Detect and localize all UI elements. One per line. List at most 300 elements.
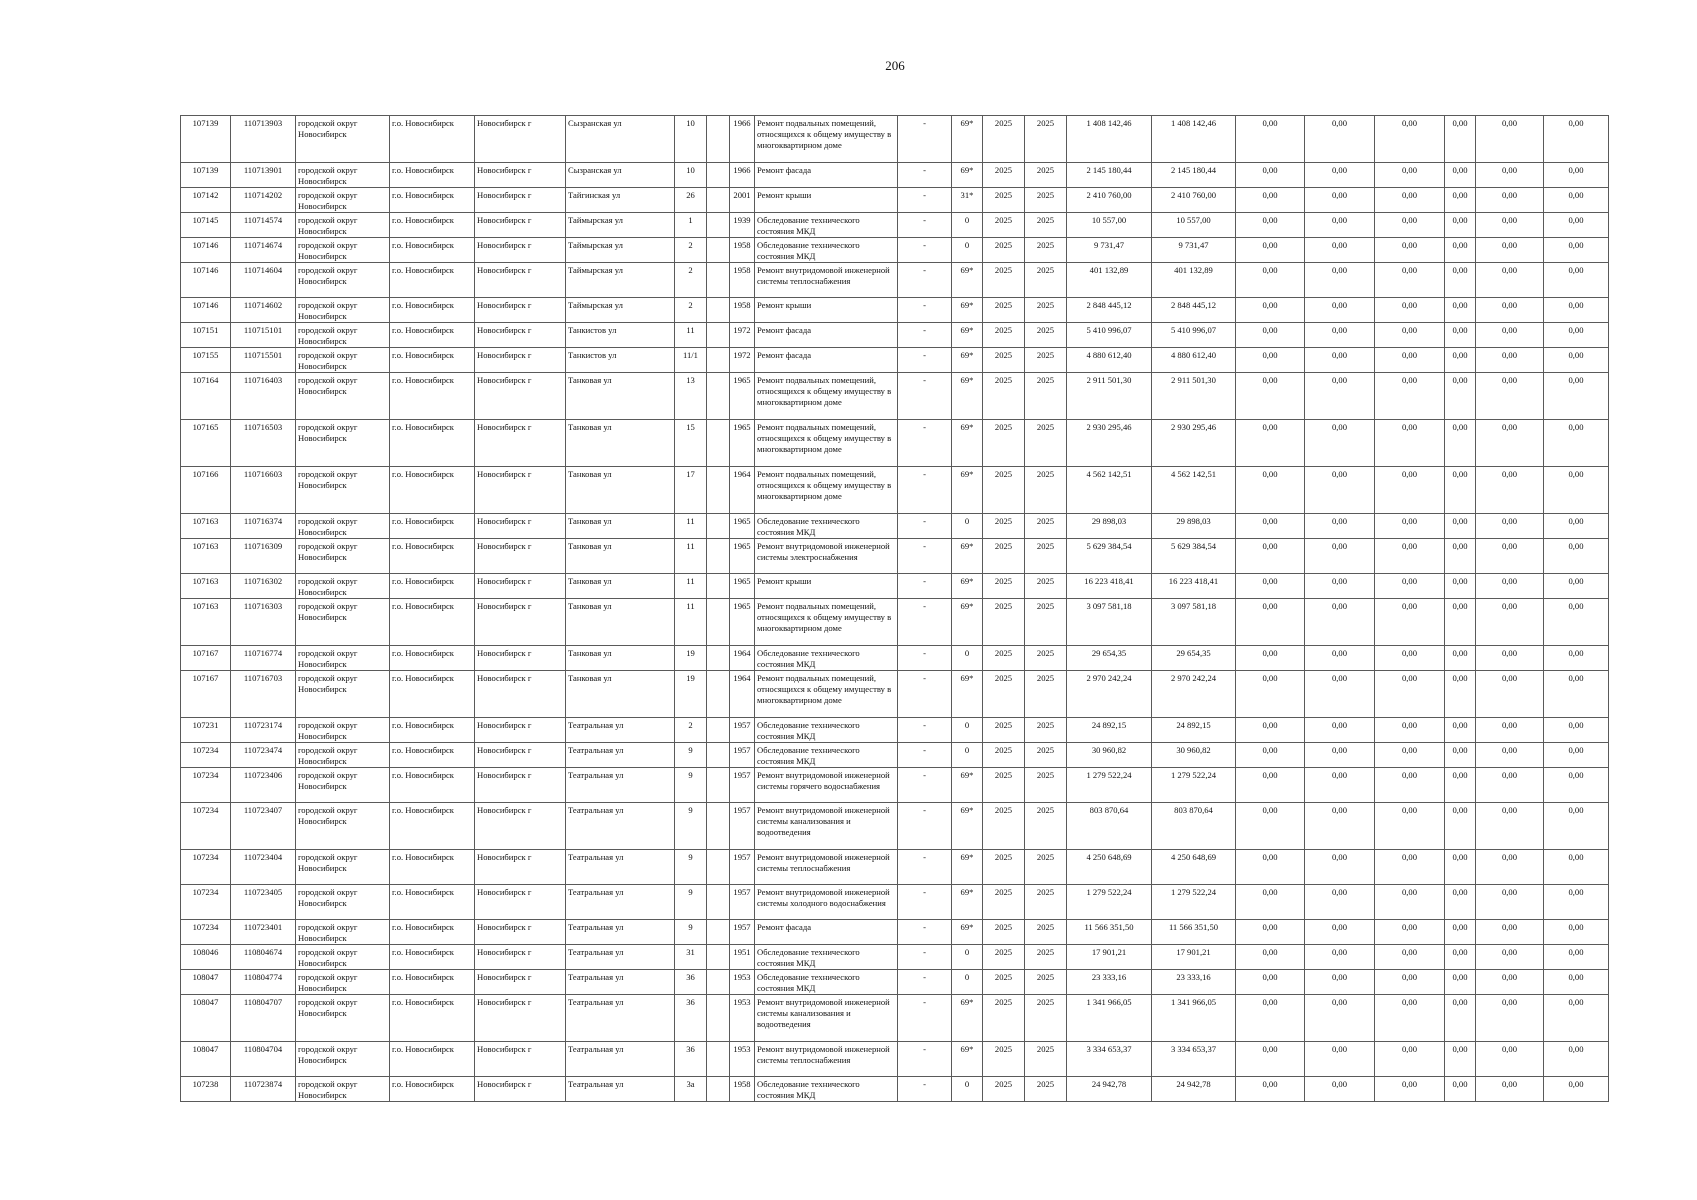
city-cell: Новосибирск г [475,743,566,768]
fund-cost: 9 731,47 [1152,238,1236,263]
work-code: 110714604 [231,263,296,298]
end-year: 2025 [1025,238,1067,263]
fund-cost: 2 970 242,24 [1152,671,1236,718]
amount-5: 0,00 [1476,743,1544,768]
amount-1: 0,00 [1236,671,1305,718]
house-number: 9 [675,803,707,850]
amount-1: 0,00 [1236,116,1305,163]
empty-cell [707,373,730,420]
amount-1: 0,00 [1236,945,1305,970]
amount-1: 0,00 [1236,885,1305,920]
fund-cost: 17 901,21 [1152,945,1236,970]
end-year: 2025 [1025,514,1067,539]
record-id: 107145 [181,213,231,238]
table-row [181,970,1609,995]
district-cell: городской округ Новосибирск [296,116,390,163]
street-cell: Танковая ул [566,420,675,467]
wear-percent: 69* [952,373,983,420]
district-cell: городской округ Новосибирск [296,188,390,213]
end-year: 2025 [1025,671,1067,718]
amount-6: 0,00 [1544,1042,1609,1077]
record-id: 107234 [181,885,231,920]
district-cell: городской округ Новосибирск [296,213,390,238]
city-cell: Новосибирск г [475,298,566,323]
start-year: 2025 [983,514,1025,539]
amount-3: 0,00 [1375,646,1445,671]
city-cell: Новосибирск г [475,574,566,599]
amount-6: 0,00 [1544,539,1609,574]
amount-5: 0,00 [1476,467,1544,514]
dash-cell: - [898,574,952,599]
fund-cost: 29 898,03 [1152,514,1236,539]
amount-3: 0,00 [1375,514,1445,539]
municipality-cell: г.о. Новосибирск [390,323,475,348]
district-cell: городской округ Новосибирск [296,945,390,970]
municipality-cell: г.о. Новосибирск [390,116,475,163]
wear-percent: 69* [952,671,983,718]
amount-1: 0,00 [1236,718,1305,743]
build-year: 1953 [730,970,755,995]
district-cell: городской округ Новосибирск [296,373,390,420]
work-code: 110723401 [231,920,296,945]
build-year: 1965 [730,574,755,599]
total-cost: 2 970 242,24 [1067,671,1152,718]
build-year: 1958 [730,238,755,263]
build-year: 1966 [730,163,755,188]
start-year: 2025 [983,348,1025,373]
city-cell: Новосибирск г [475,718,566,743]
empty-cell [707,920,730,945]
dash-cell: - [898,970,952,995]
amount-4: 0,00 [1445,373,1476,420]
amount-6: 0,00 [1544,348,1609,373]
amount-4: 0,00 [1445,420,1476,467]
end-year: 2025 [1025,1077,1067,1102]
wear-percent: 0 [952,238,983,263]
amount-6: 0,00 [1544,970,1609,995]
amount-5: 0,00 [1476,539,1544,574]
empty-cell [707,599,730,646]
amount-6: 0,00 [1544,646,1609,671]
house-number: 11 [675,323,707,348]
municipality-cell: г.о. Новосибирск [390,213,475,238]
record-id: 107234 [181,920,231,945]
total-cost: 9 731,47 [1067,238,1152,263]
fund-cost: 2 410 760,00 [1152,188,1236,213]
table-row [181,348,1609,373]
empty-cell [707,514,730,539]
house-number: 19 [675,671,707,718]
end-year: 2025 [1025,213,1067,238]
house-number: 11 [675,514,707,539]
fund-cost: 16 223 418,41 [1152,574,1236,599]
house-number: 10 [675,116,707,163]
wear-percent: 69* [952,1042,983,1077]
street-cell: Танковая ул [566,514,675,539]
wear-percent: 69* [952,467,983,514]
amount-3: 0,00 [1375,1042,1445,1077]
end-year: 2025 [1025,1042,1067,1077]
house-number: 15 [675,420,707,467]
street-cell: Танковая ул [566,574,675,599]
amount-5: 0,00 [1476,348,1544,373]
dash-cell: - [898,885,952,920]
city-cell: Новосибирск г [475,238,566,263]
house-number: 11 [675,574,707,599]
amount-4: 0,00 [1445,574,1476,599]
empty-cell [707,1042,730,1077]
work-description: Обследование технического состояния МКД [755,743,898,768]
fund-cost: 29 654,35 [1152,646,1236,671]
dash-cell: - [898,323,952,348]
work-description: Ремонт фасада [755,323,898,348]
district-cell: городской округ Новосибирск [296,718,390,743]
end-year: 2025 [1025,803,1067,850]
fund-cost: 24 942,78 [1152,1077,1236,1102]
table-row [181,188,1609,213]
street-cell: Танкистов ул [566,348,675,373]
build-year: 1957 [730,885,755,920]
amount-2: 0,00 [1305,646,1375,671]
amount-6: 0,00 [1544,188,1609,213]
work-description: Ремонт внутридомовой инженерной системы канализования и водоотведения [755,995,898,1042]
amount-4: 0,00 [1445,945,1476,970]
amount-5: 0,00 [1476,1042,1544,1077]
house-number: 11 [675,599,707,646]
amount-3: 0,00 [1375,116,1445,163]
total-cost: 10 557,00 [1067,213,1152,238]
street-cell: Танковая ул [566,539,675,574]
district-cell: городской округ Новосибирск [296,920,390,945]
amount-6: 0,00 [1544,1077,1609,1102]
municipality-cell: г.о. Новосибирск [390,646,475,671]
empty-cell [707,116,730,163]
amount-4: 0,00 [1445,599,1476,646]
city-cell: Новосибирск г [475,970,566,995]
amount-3: 0,00 [1375,213,1445,238]
start-year: 2025 [983,970,1025,995]
municipality-cell: г.о. Новосибирск [390,995,475,1042]
build-year: 1966 [730,116,755,163]
amount-2: 0,00 [1305,885,1375,920]
start-year: 2025 [983,599,1025,646]
district-cell: городской округ Новосибирск [296,803,390,850]
amount-4: 0,00 [1445,298,1476,323]
amount-3: 0,00 [1375,885,1445,920]
municipality-cell: г.о. Новосибирск [390,671,475,718]
total-cost: 23 333,16 [1067,970,1152,995]
dash-cell: - [898,263,952,298]
amount-5: 0,00 [1476,885,1544,920]
empty-cell [707,213,730,238]
municipality-cell: г.о. Новосибирск [390,514,475,539]
table-row [181,995,1609,1042]
house-number: 19 [675,646,707,671]
district-cell: городской округ Новосибирск [296,671,390,718]
end-year: 2025 [1025,743,1067,768]
amount-5: 0,00 [1476,646,1544,671]
amount-4: 0,00 [1445,348,1476,373]
amount-2: 0,00 [1305,298,1375,323]
empty-cell [707,163,730,188]
amount-1: 0,00 [1236,599,1305,646]
empty-cell [707,1077,730,1102]
build-year: 1964 [730,646,755,671]
build-year: 1964 [730,671,755,718]
amount-4: 0,00 [1445,188,1476,213]
amount-4: 0,00 [1445,539,1476,574]
wear-percent: 69* [952,298,983,323]
work-description: Ремонт фасада [755,163,898,188]
record-id: 108047 [181,1042,231,1077]
amount-1: 0,00 [1236,803,1305,850]
table-row [181,373,1609,420]
street-cell: Тайгинская ул [566,188,675,213]
work-description: Ремонт крыши [755,298,898,323]
amount-1: 0,00 [1236,574,1305,599]
record-id: 107231 [181,718,231,743]
amount-4: 0,00 [1445,671,1476,718]
record-id: 107151 [181,323,231,348]
dash-cell: - [898,420,952,467]
amount-6: 0,00 [1544,945,1609,970]
district-cell: городской округ Новосибирск [296,539,390,574]
build-year: 1965 [730,420,755,467]
work-code: 110714202 [231,188,296,213]
amount-3: 0,00 [1375,743,1445,768]
amount-3: 0,00 [1375,945,1445,970]
street-cell: Танковая ул [566,671,675,718]
work-description: Обследование технического состояния МКД [755,1077,898,1102]
record-id: 108047 [181,995,231,1042]
empty-cell [707,323,730,348]
fund-cost: 5 629 384,54 [1152,539,1236,574]
house-number: 31 [675,945,707,970]
amount-5: 0,00 [1476,850,1544,885]
total-cost: 1 279 522,24 [1067,885,1152,920]
street-cell: Театральная ул [566,850,675,885]
record-id: 107163 [181,574,231,599]
amount-1: 0,00 [1236,238,1305,263]
repair-program-table [180,115,1609,1102]
amount-5: 0,00 [1476,163,1544,188]
amount-4: 0,00 [1445,743,1476,768]
work-code: 110804774 [231,970,296,995]
table-row [181,920,1609,945]
wear-percent: 0 [952,970,983,995]
amount-2: 0,00 [1305,718,1375,743]
build-year: 1957 [730,768,755,803]
amount-5: 0,00 [1476,298,1544,323]
amount-5: 0,00 [1476,238,1544,263]
amount-2: 0,00 [1305,743,1375,768]
street-cell: Танковая ул [566,599,675,646]
end-year: 2025 [1025,646,1067,671]
amount-4: 0,00 [1445,850,1476,885]
district-cell: городской округ Новосибирск [296,1077,390,1102]
build-year: 1939 [730,213,755,238]
work-code: 110714602 [231,298,296,323]
amount-2: 0,00 [1305,850,1375,885]
start-year: 2025 [983,373,1025,420]
house-number: 2 [675,718,707,743]
record-id: 108047 [181,970,231,995]
dash-cell: - [898,373,952,420]
amount-4: 0,00 [1445,970,1476,995]
amount-3: 0,00 [1375,599,1445,646]
record-id: 107234 [181,743,231,768]
amount-1: 0,00 [1236,1042,1305,1077]
city-cell: Новосибирск г [475,1042,566,1077]
city-cell: Новосибирск г [475,514,566,539]
house-number: 1 [675,213,707,238]
district-cell: городской округ Новосибирск [296,467,390,514]
fund-cost: 5 410 996,07 [1152,323,1236,348]
dash-cell: - [898,995,952,1042]
fund-cost: 4 880 612,40 [1152,348,1236,373]
build-year: 1953 [730,1042,755,1077]
total-cost: 1 279 522,24 [1067,768,1152,803]
start-year: 2025 [983,188,1025,213]
total-cost: 29 654,35 [1067,646,1152,671]
amount-2: 0,00 [1305,671,1375,718]
wear-percent: 0 [952,646,983,671]
amount-5: 0,00 [1476,995,1544,1042]
fund-cost: 2 848 445,12 [1152,298,1236,323]
build-year: 1951 [730,945,755,970]
fund-cost: 2 911 501,30 [1152,373,1236,420]
record-id: 107146 [181,263,231,298]
work-code: 110804674 [231,945,296,970]
fund-cost: 1 279 522,24 [1152,768,1236,803]
dash-cell: - [898,671,952,718]
street-cell: Театральная ул [566,768,675,803]
build-year: 1957 [730,718,755,743]
district-cell: городской округ Новосибирск [296,323,390,348]
dash-cell: - [898,163,952,188]
street-cell: Таймырская ул [566,298,675,323]
amount-2: 0,00 [1305,920,1375,945]
amount-5: 0,00 [1476,671,1544,718]
record-id: 107163 [181,539,231,574]
amount-1: 0,00 [1236,743,1305,768]
total-cost: 24 942,78 [1067,1077,1152,1102]
start-year: 2025 [983,671,1025,718]
empty-cell [707,574,730,599]
municipality-cell: г.о. Новосибирск [390,920,475,945]
wear-percent: 0 [952,1077,983,1102]
municipality-cell: г.о. Новосибирск [390,373,475,420]
amount-6: 0,00 [1544,671,1609,718]
amount-3: 0,00 [1375,850,1445,885]
street-cell: Таймырская ул [566,263,675,298]
amount-6: 0,00 [1544,574,1609,599]
table-row [181,574,1609,599]
amount-3: 0,00 [1375,298,1445,323]
table-row [181,238,1609,263]
record-id: 107163 [181,514,231,539]
work-code: 110715101 [231,323,296,348]
table-row [181,163,1609,188]
total-cost: 3 097 581,18 [1067,599,1152,646]
table-row [181,599,1609,646]
street-cell: Театральная ул [566,1042,675,1077]
start-year: 2025 [983,116,1025,163]
amount-5: 0,00 [1476,188,1544,213]
house-number: 36 [675,1042,707,1077]
city-cell: Новосибирск г [475,850,566,885]
municipality-cell: г.о. Новосибирск [390,1077,475,1102]
amount-4: 0,00 [1445,263,1476,298]
end-year: 2025 [1025,163,1067,188]
city-cell: Новосибирск г [475,945,566,970]
amount-2: 0,00 [1305,539,1375,574]
record-id: 107146 [181,298,231,323]
end-year: 2025 [1025,467,1067,514]
amount-6: 0,00 [1544,599,1609,646]
municipality-cell: г.о. Новосибирск [390,238,475,263]
start-year: 2025 [983,803,1025,850]
amount-6: 0,00 [1544,920,1609,945]
total-cost: 11 566 351,50 [1067,920,1152,945]
dash-cell: - [898,768,952,803]
work-code: 110804707 [231,995,296,1042]
build-year: 1965 [730,373,755,420]
amount-6: 0,00 [1544,768,1609,803]
house-number: 13 [675,373,707,420]
fund-cost: 11 566 351,50 [1152,920,1236,945]
work-code: 110723407 [231,803,296,850]
table-row [181,803,1609,850]
end-year: 2025 [1025,348,1067,373]
street-cell: Таймырская ул [566,213,675,238]
dash-cell: - [898,238,952,263]
amount-2: 0,00 [1305,373,1375,420]
dash-cell: - [898,188,952,213]
start-year: 2025 [983,238,1025,263]
start-year: 2025 [983,995,1025,1042]
amount-4: 0,00 [1445,995,1476,1042]
end-year: 2025 [1025,298,1067,323]
amount-5: 0,00 [1476,970,1544,995]
end-year: 2025 [1025,539,1067,574]
work-code: 110713901 [231,163,296,188]
end-year: 2025 [1025,116,1067,163]
amount-3: 0,00 [1375,920,1445,945]
end-year: 2025 [1025,188,1067,213]
work-description: Ремонт внутридомовой инженерной системы электроснабжения [755,539,898,574]
house-number: 9 [675,850,707,885]
amount-1: 0,00 [1236,263,1305,298]
amount-3: 0,00 [1375,671,1445,718]
district-cell: городской округ Новосибирск [296,238,390,263]
total-cost: 29 898,03 [1067,514,1152,539]
work-description: Ремонт внутридомовой инженерной системы канализования и водоотведения [755,803,898,850]
amount-2: 0,00 [1305,420,1375,467]
start-year: 2025 [983,574,1025,599]
record-id: 107238 [181,1077,231,1102]
house-number: 10 [675,163,707,188]
city-cell: Новосибирск г [475,373,566,420]
street-cell: Таймырская ул [566,238,675,263]
empty-cell [707,420,730,467]
amount-5: 0,00 [1476,1077,1544,1102]
table-row [181,768,1609,803]
work-description: Обследование технического состояния МКД [755,945,898,970]
fund-cost: 23 333,16 [1152,970,1236,995]
build-year: 1965 [730,599,755,646]
amount-1: 0,00 [1236,373,1305,420]
